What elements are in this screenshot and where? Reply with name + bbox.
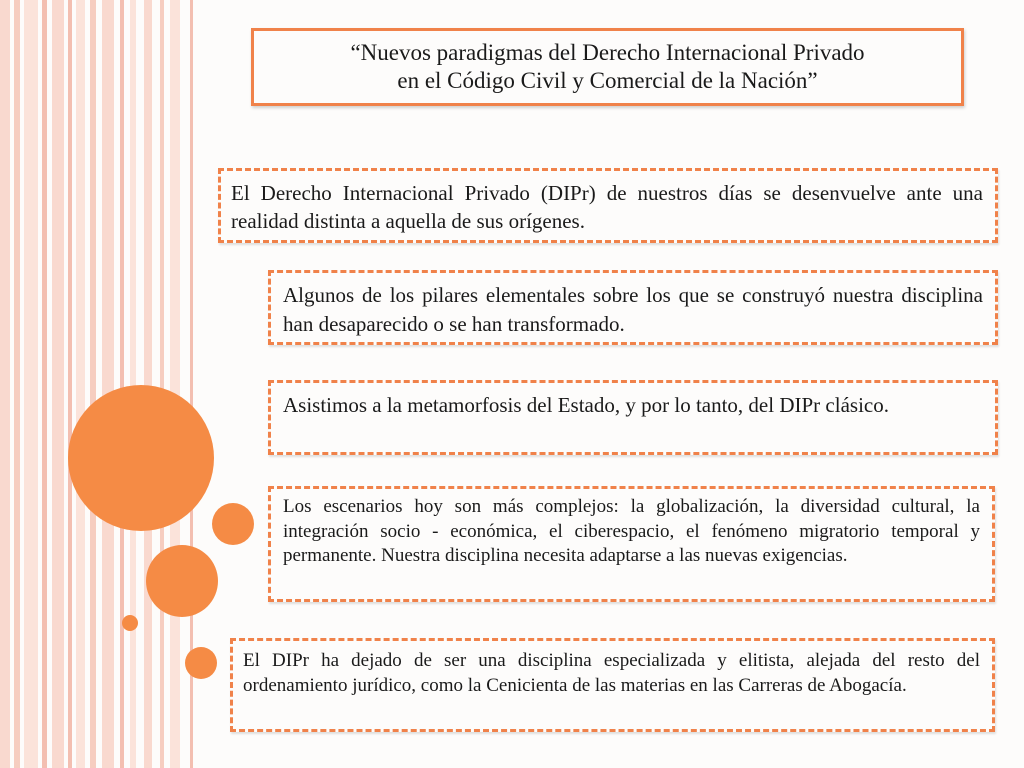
point-box-1 [218,168,998,243]
point-box-5 [230,638,995,732]
stripe [42,0,47,768]
decorative-circle-small [122,615,138,631]
stripe [68,0,72,768]
point-box-3 [268,380,998,455]
point-box-4 [268,486,995,602]
stripe [160,0,164,768]
stripe [0,0,10,768]
decorative-circle-large [68,385,214,531]
stripe [170,0,180,768]
stripe [14,0,20,768]
stripe [120,0,124,768]
title-line-2: en el Código Civil y Comercial de la Nación” [397,68,818,93]
stripe [24,0,38,768]
point-text: Los escenarios hoy son más complejos: la globalización, la diversidad cultural, la integración socio - económica, el ciberespacio, el fenómeno migratorio temporal y permanente. Nuestra disciplina necesita adaptarse a las nuevas exigencias. [283,496,980,566]
point-text: El Derecho Internacional Privado (DIPr) de nuestros días se desenvuelve ante una realidad distinta a aquella de sus orígenes. [231,181,983,233]
point-text: Algunos de los pilares elementales sobre los que se construyó nuestra disciplina han desaparecido o se han transformado. [283,283,983,336]
stripe [102,0,114,768]
decorative-stripes [0,0,200,768]
stripe [76,0,85,768]
decorative-circle [185,647,217,679]
stripe [130,0,136,768]
point-text: Asistimos a la metamorfosis del Estado, y por lo tanto, del DIPr clásico. [283,393,889,417]
stripe [90,0,96,768]
point-box-2 [268,270,998,345]
decorative-circle [146,545,218,617]
stripe [52,0,64,768]
decorative-circle [212,503,254,545]
point-text: El DIPr ha dejado de ser una disciplina especializada y elitista, alejada del resto del ordenamiento jurídico, como la Cenicienta de las materias en las Carreras de Abogacía. [243,650,980,696]
stripe [144,0,152,768]
title-line-1: “Nuevos paradigmas del Derecho Internacional Privado [350,40,865,65]
slide-title [251,28,964,106]
